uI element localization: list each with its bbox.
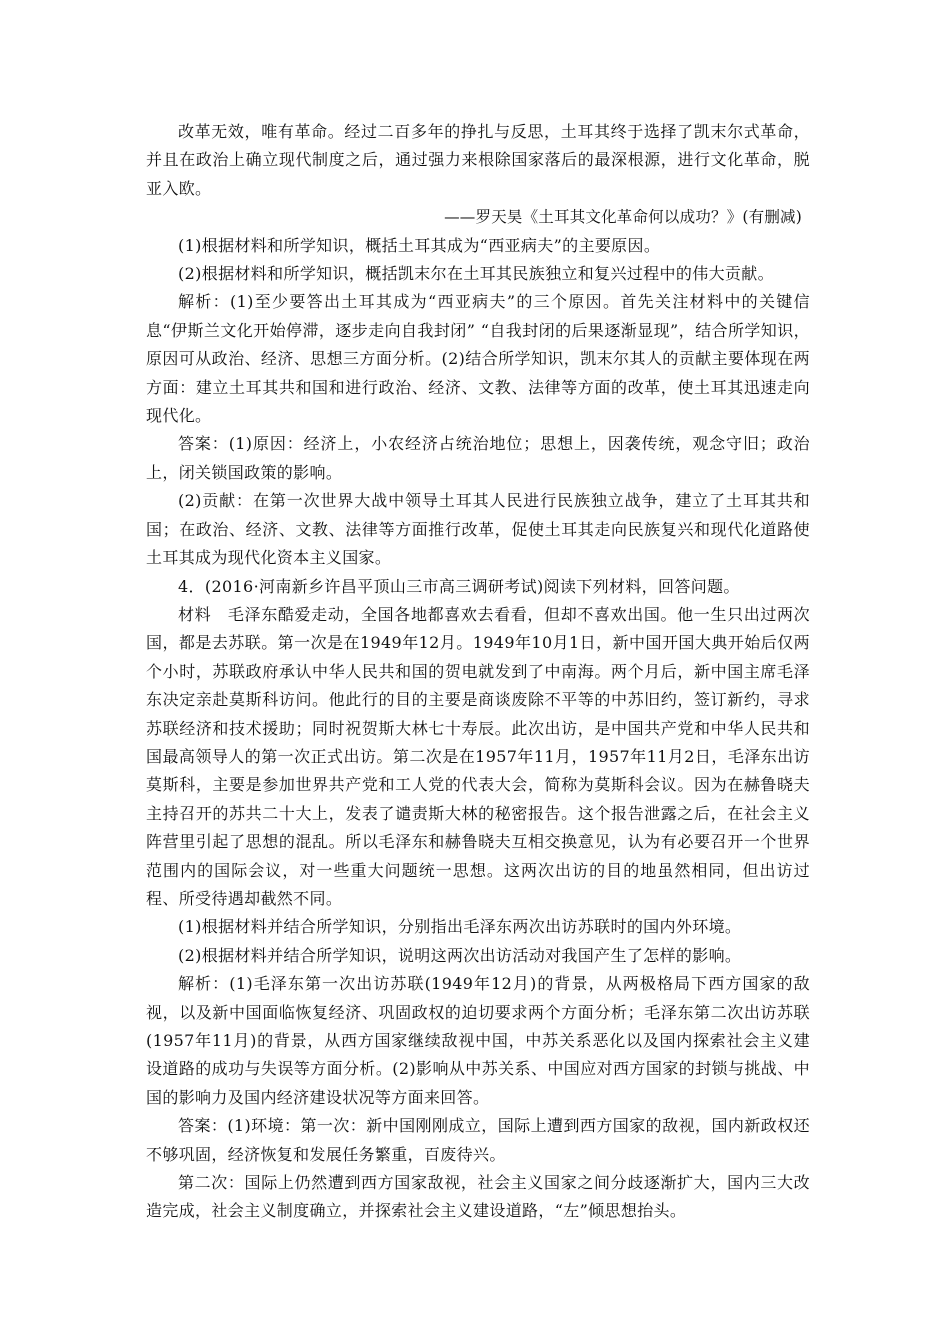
answer-paragraph: 答案：(1)原因：经济上，小农经济占统治地位；思想上，因袭传统，观念守旧；政治上，闭关锁国政策的影响。 [146,434,810,482]
question-4-heading: 4．(2016·河南新乡许昌平顶山三市高三调研考试)阅读下列材料，回答问题。 [178,576,740,596]
analysis-paragraph: 解析：(1)至少要答出土耳其成为“西亚病夫”的三个原因。首先关注材料中的关键信息“伊斯兰文化开始停滞，逐步走向自我封闭” “自我封闭的后果逐渐显现”，结合所学知识，原因可从政治、经济、思想三方面分析。(2)结合所学知识，凯末尔其人的贡献主要体现在两方面：建立土耳其共和国和进行政治、经济、文教、法律等方面的改革，使土耳其迅速走向现代化。 [146,292,810,426]
answer-paragraph-2: (2)贡献：在第一次世界大战中领导土耳其人民进行民族独立战争，建立了土耳其共和国；在政治、经济、文教、法律等方面推行改革，促使土耳其走向民族复兴和现代化道路使土耳其成为现代化资本主义国家。 [146,491,810,568]
material-paragraph: 材料 毛泽东酷爱走动，全国各地都喜欢去看看，但却不喜欢出国。他一生只出过两次国，都是去苏联。第一次是在1949年12月。1949年10月1日，新中国开国大典开始后仅两个小时，苏联政府承认中华人民共和国的贺电就发到了中南海。两个月后，新中国主席毛泽东决定亲赴莫斯科访问。他此行的目的主要是商谈废除不平等的中苏旧约，签订新约，寻求苏联经济和技术援助；同时祝贺斯大林七十寿辰。此次出访，是中国共产党和中华人民共和国最高领导人的第一次正式出访。第二次是在1957年11月，1957年11月2日，毛泽东出访莫斯科，主要是参加世界共产党和工人党的代表大会，简称为莫斯科会议。因为在赫鲁晓夫主持召开的苏共二十大上，发表了谴责斯大林的秘密报告。这个报告泄露之后，在社会主义阵营里引起了思想的混乱。所以毛泽东和赫鲁晓夫互相交换意见，认为有必要召开一个世界范围内的国际会议，对一些重大问题统一思想。这两次出访的目的地虽然相同，但出访过程、所受待遇却截然不同。 [146,604,810,908]
question-4-2: (2)根据材料并结合所学知识，说明这两次出访活动对我国产生了怎样的影响。 [178,945,742,965]
question-2: (2)根据材料和所学知识，概括凯末尔在土耳其民族独立和复兴过程中的伟大贡献。 [178,264,774,284]
analysis-paragraph-4: 解析：(1)毛泽东第一次出访苏联(1949年12月)的背景，从两极格局下西方国家的敌视，以及新中国面临恢复经济、巩固政权的迫切要求两个方面分析；毛泽东第二次出访苏联(1957年11月)的背景，从西方国家继续敌视中国，中苏关系恶化以及国内探索社会主义建设道路的成功与失误等方面分析。(2)影响从中苏关系、中国应对西方国家的封锁与挑战、中国的影响力及国内经济建设状况等方面来回答。 [146,974,810,1107]
answer-paragraph-4-second: 第二次：国际上仍然遭到西方国家敌视，社会主义国家之间分歧逐渐扩大，国内三大改造完成，社会主义制度确立，并探索社会主义建设道路，“左”倾思想抬头。 [146,1173,810,1221]
source-citation: ——罗天昊《土耳其文化革命何以成功？》(有删减) [444,208,802,227]
material-text: 改革无效，唯有革命。经过二百多年的挣扎与反思，土耳其终于选择了凯末尔式革命，并且在政治上确立现代制度之后，通过强力来根除国家落后的最深根源，进行文化革命，脱亚入欧。 [146,122,810,198]
answer-paragraph-4: 答案：(1)环境：第一次：新中国刚刚成立，国际上遭到西方国家的敌视，国内新政权还不够巩固，经济恢复和发展任务繁重，百废待兴。 [146,1116,810,1164]
question-1: (1)根据材料和所学知识，概括土耳其成为“西亚病夫”的主要原因。 [178,235,661,255]
question-4-1: (1)根据材料并结合所学知识，分别指出毛泽东两次出访苏联时的国内外环境。 [178,917,742,937]
